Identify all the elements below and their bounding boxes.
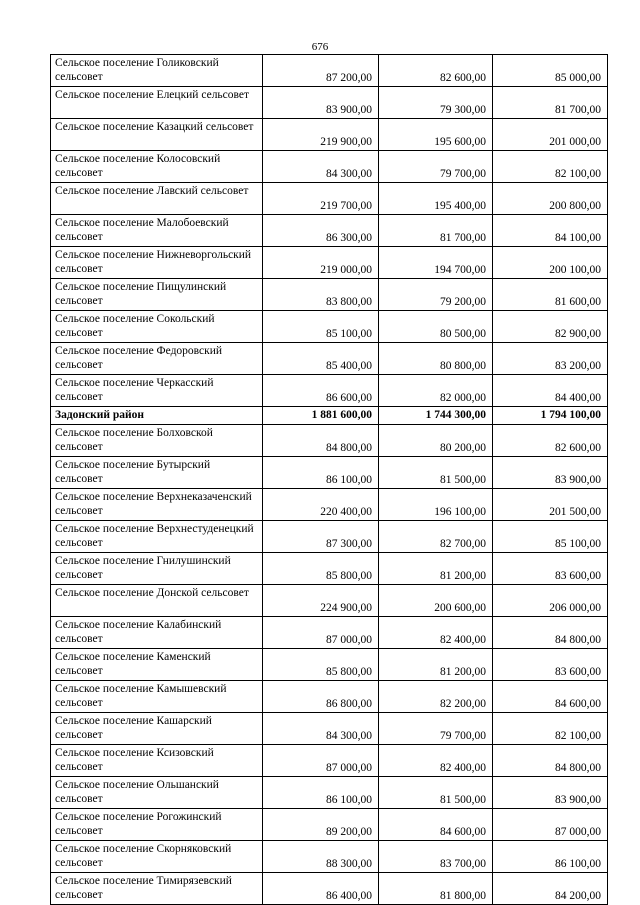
page-number: 676 xyxy=(311,41,329,53)
value-col1-cell: 87 000,00 xyxy=(263,617,379,649)
value-col3-cell: 83 600,00 xyxy=(493,649,608,681)
value-col3-cell: 84 800,00 xyxy=(493,617,608,649)
table-row xyxy=(51,87,608,119)
value-col1-cell: 1 881 600,00 xyxy=(263,407,379,425)
value-col2-cell: 81 200,00 xyxy=(379,649,493,681)
settlement-name-cell: Сельское поселение Калабинский сельсовет xyxy=(51,617,263,649)
table-row xyxy=(51,425,608,457)
value-col2-cell: 82 200,00 xyxy=(379,681,493,713)
table-row xyxy=(51,151,608,183)
settlement-name-cell: Сельское поселение Тимирязевский сельсовет xyxy=(51,873,263,905)
value-col3-cell: 201 000,00 xyxy=(493,119,608,151)
value-col1-cell: 220 400,00 xyxy=(263,489,379,521)
value-col2-cell: 82 700,00 xyxy=(379,521,493,553)
table-row xyxy=(51,311,608,343)
table-row xyxy=(51,809,608,841)
value-col2-cell: 82 400,00 xyxy=(379,745,493,777)
value-col3-cell: 83 900,00 xyxy=(493,457,608,489)
value-col3-cell: 200 100,00 xyxy=(493,247,608,279)
value-col3-cell: 87 000,00 xyxy=(493,809,608,841)
value-col2-cell: 81 200,00 xyxy=(379,553,493,585)
table-row xyxy=(51,553,608,585)
value-col1-cell: 87 300,00 xyxy=(263,521,379,553)
settlement-name-cell: Сельское поселение Ольшанский сельсовет xyxy=(51,777,263,809)
table-row xyxy=(51,457,608,489)
value-col2-cell: 194 700,00 xyxy=(379,247,493,279)
settlement-name-cell: Сельское поселение Лавский сельсовет xyxy=(51,183,263,215)
value-col3-cell: 82 100,00 xyxy=(493,151,608,183)
settlement-name-cell: Сельское поселение Елецкий сельсовет xyxy=(51,87,263,119)
value-col1-cell: 219 900,00 xyxy=(263,119,379,151)
settlement-name-cell: Сельское поселение Каменский сельсовет xyxy=(51,649,263,681)
table-row xyxy=(51,777,608,809)
value-col1-cell: 85 100,00 xyxy=(263,311,379,343)
value-col2-cell: 84 600,00 xyxy=(379,809,493,841)
table-row xyxy=(51,617,608,649)
settlement-name-cell: Задонский район xyxy=(51,407,263,425)
value-col3-cell: 82 600,00 xyxy=(493,425,608,457)
value-col1-cell: 86 100,00 xyxy=(263,457,379,489)
value-col2-cell: 196 100,00 xyxy=(379,489,493,521)
value-col1-cell: 84 300,00 xyxy=(263,713,379,745)
value-col3-cell: 81 700,00 xyxy=(493,87,608,119)
value-col3-cell: 201 500,00 xyxy=(493,489,608,521)
value-col2-cell: 81 800,00 xyxy=(379,873,493,905)
value-col1-cell: 86 100,00 xyxy=(263,777,379,809)
value-col3-cell: 84 100,00 xyxy=(493,215,608,247)
settlement-name-cell: Сельское поселение Федоровский сельсовет xyxy=(51,343,263,375)
settlement-name-cell: Сельское поселение Скорняковский сельсовет xyxy=(51,841,263,873)
value-col3-cell: 84 400,00 xyxy=(493,375,608,407)
table-row xyxy=(51,343,608,375)
value-col1-cell: 85 400,00 xyxy=(263,343,379,375)
value-col2-cell: 195 400,00 xyxy=(379,183,493,215)
value-col2-cell: 81 700,00 xyxy=(379,215,493,247)
value-col2-cell: 195 600,00 xyxy=(379,119,493,151)
value-col3-cell: 84 200,00 xyxy=(493,873,608,905)
value-col2-cell: 200 600,00 xyxy=(379,585,493,617)
table-row xyxy=(51,745,608,777)
settlement-name-cell: Сельское поселение Кашарский сельсовет xyxy=(51,713,263,745)
value-col1-cell: 85 800,00 xyxy=(263,553,379,585)
settlement-name-cell: Сельское поселение Сокольский сельсовет xyxy=(51,311,263,343)
value-col3-cell: 86 100,00 xyxy=(493,841,608,873)
table-row xyxy=(51,247,608,279)
value-col3-cell: 82 900,00 xyxy=(493,311,608,343)
value-col1-cell: 83 800,00 xyxy=(263,279,379,311)
table-row xyxy=(51,681,608,713)
value-col3-cell: 83 200,00 xyxy=(493,343,608,375)
table-row xyxy=(51,841,608,873)
settlement-name-cell: Сельское поселение Рогожинский сельсовет xyxy=(51,809,263,841)
value-col2-cell: 82 000,00 xyxy=(379,375,493,407)
value-col3-cell: 83 900,00 xyxy=(493,777,608,809)
value-col1-cell: 88 300,00 xyxy=(263,841,379,873)
value-col1-cell: 86 600,00 xyxy=(263,375,379,407)
table-body xyxy=(51,55,608,905)
value-col1-cell: 89 200,00 xyxy=(263,809,379,841)
value-col3-cell: 85 000,00 xyxy=(493,55,608,87)
budget-table xyxy=(50,54,608,905)
settlement-name-cell: Сельское поселение Верхнеказаченский сельсовет xyxy=(51,489,263,521)
table-row xyxy=(51,521,608,553)
value-col1-cell: 86 300,00 xyxy=(263,215,379,247)
table-row xyxy=(51,279,608,311)
value-col2-cell: 81 500,00 xyxy=(379,777,493,809)
value-col1-cell: 219 000,00 xyxy=(263,247,379,279)
value-col2-cell: 79 300,00 xyxy=(379,87,493,119)
value-col1-cell: 87 200,00 xyxy=(263,55,379,87)
settlement-name-cell: Сельское поселение Колосовский сельсовет xyxy=(51,151,263,183)
value-col2-cell: 83 700,00 xyxy=(379,841,493,873)
value-col1-cell: 85 800,00 xyxy=(263,649,379,681)
value-col2-cell: 80 800,00 xyxy=(379,343,493,375)
table-row xyxy=(51,489,608,521)
value-col1-cell: 84 300,00 xyxy=(263,151,379,183)
value-col1-cell: 84 800,00 xyxy=(263,425,379,457)
value-col2-cell: 81 500,00 xyxy=(379,457,493,489)
table-row xyxy=(51,55,608,87)
value-col3-cell: 200 800,00 xyxy=(493,183,608,215)
settlement-name-cell: Сельское поселение Черкасский сельсовет xyxy=(51,375,263,407)
value-col1-cell: 87 000,00 xyxy=(263,745,379,777)
value-col1-cell: 219 700,00 xyxy=(263,183,379,215)
table-row xyxy=(51,585,608,617)
value-col2-cell: 79 700,00 xyxy=(379,713,493,745)
table-row xyxy=(51,215,608,247)
value-col3-cell: 85 100,00 xyxy=(493,521,608,553)
value-col3-cell: 84 800,00 xyxy=(493,745,608,777)
settlement-name-cell: Сельское поселение Болховской сельсовет xyxy=(51,425,263,457)
value-col2-cell: 79 200,00 xyxy=(379,279,493,311)
value-col3-cell: 83 600,00 xyxy=(493,553,608,585)
value-col2-cell: 79 700,00 xyxy=(379,151,493,183)
table-row xyxy=(51,375,608,407)
settlement-name-cell: Сельское поселение Ксизовский сельсовет xyxy=(51,745,263,777)
settlement-name-cell: Сельское поселение Верхнестуденецкий сельсовет xyxy=(51,521,263,553)
value-col1-cell: 224 900,00 xyxy=(263,585,379,617)
table-row xyxy=(51,119,608,151)
value-col3-cell: 82 100,00 xyxy=(493,713,608,745)
value-col2-cell: 82 600,00 xyxy=(379,55,493,87)
value-col2-cell: 80 200,00 xyxy=(379,425,493,457)
settlement-name-cell: Сельское поселение Нижневоргольский сельсовет xyxy=(51,247,263,279)
settlement-name-cell: Сельское поселение Гнилушинский сельсовет xyxy=(51,553,263,585)
value-col2-cell: 1 744 300,00 xyxy=(379,407,493,425)
settlement-name-cell: Сельское поселение Камышевский сельсовет xyxy=(51,681,263,713)
value-col1-cell: 86 800,00 xyxy=(263,681,379,713)
value-col2-cell: 82 400,00 xyxy=(379,617,493,649)
value-col1-cell: 86 400,00 xyxy=(263,873,379,905)
table-row xyxy=(51,183,608,215)
value-col3-cell: 1 794 100,00 xyxy=(493,407,608,425)
district-row xyxy=(51,407,608,425)
settlement-name-cell: Сельское поселение Пищулинский сельсовет xyxy=(51,279,263,311)
settlement-name-cell: Сельское поселение Голиковский сельсовет xyxy=(51,55,263,87)
table-row xyxy=(51,873,608,905)
settlement-name-cell: Сельское поселение Бутырский сельсовет xyxy=(51,457,263,489)
settlement-name-cell: Сельское поселение Донской сельсовет xyxy=(51,585,263,617)
value-col2-cell: 80 500,00 xyxy=(379,311,493,343)
value-col3-cell: 81 600,00 xyxy=(493,279,608,311)
settlement-name-cell: Сельское поселение Малобоевский сельсовет xyxy=(51,215,263,247)
value-col1-cell: 83 900,00 xyxy=(263,87,379,119)
value-col3-cell: 206 000,00 xyxy=(493,585,608,617)
settlement-name-cell: Сельское поселение Казацкий сельсовет xyxy=(51,119,263,151)
value-col3-cell: 84 600,00 xyxy=(493,681,608,713)
table-row xyxy=(51,649,608,681)
table-row xyxy=(51,713,608,745)
